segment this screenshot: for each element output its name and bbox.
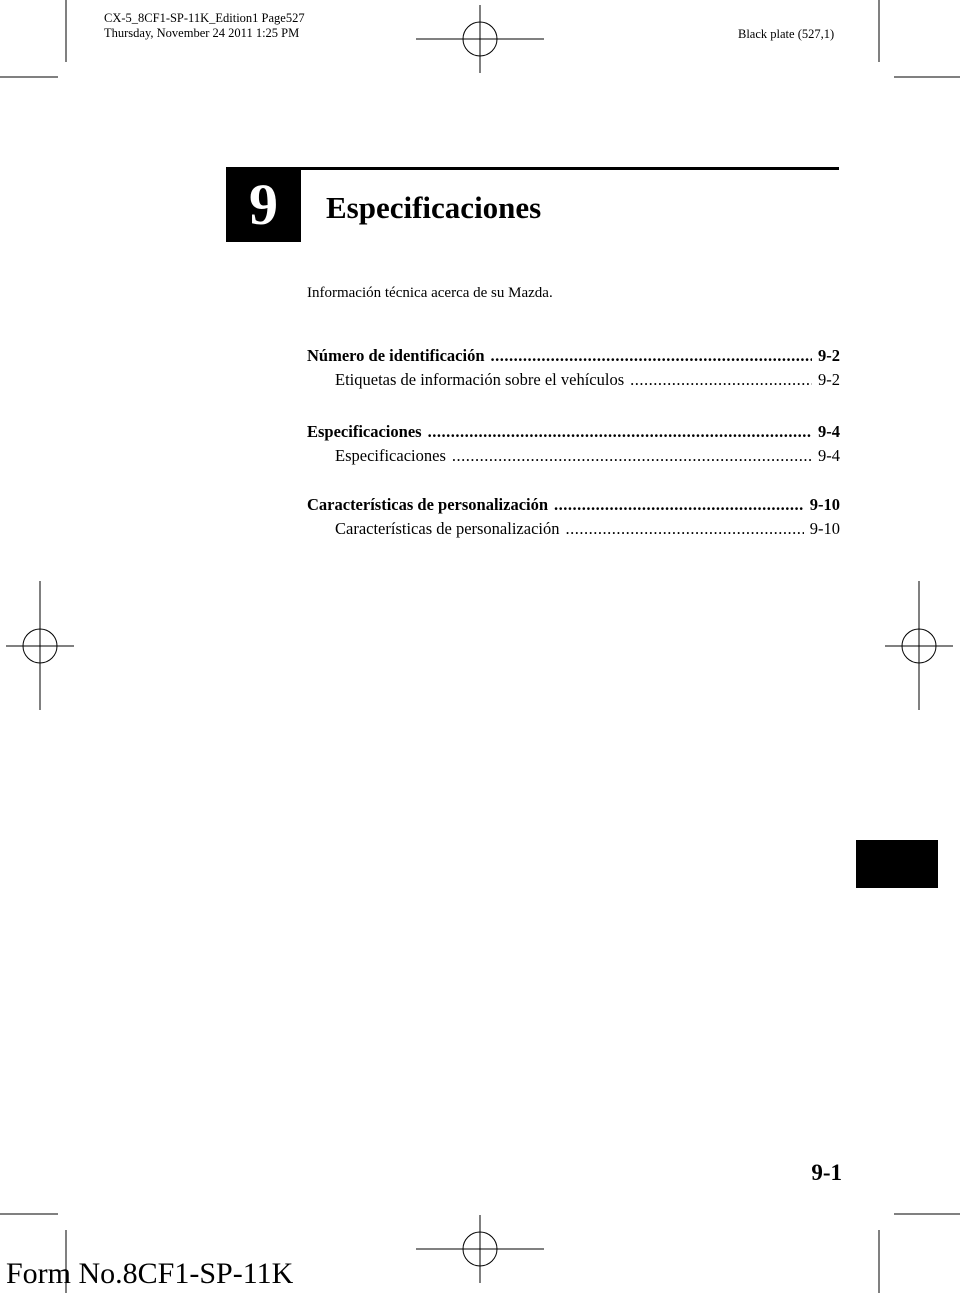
toc-entry-personalizacion[interactable]: [307, 494, 840, 516]
toc-subentry-page: 9-10: [809, 519, 840, 538]
chapter-thumb-tab: [856, 840, 938, 888]
chapter-number-box: 9: [226, 167, 301, 242]
toc-leader: [452, 445, 812, 467]
toc-subentry-page: 9-4: [818, 446, 840, 465]
plate-info: Black plate (527,1): [738, 27, 835, 41]
chapter-title: Especificaciones: [326, 190, 542, 225]
toc-leader: [565, 518, 803, 540]
registration-target-top: [416, 5, 544, 73]
toc-entry-label: Número de identificación: [307, 346, 485, 365]
registration-target-bottom: [416, 1215, 544, 1283]
toc-entry-label: Especificaciones: [307, 422, 422, 441]
toc-subentry-label: Características de personalización: [335, 519, 560, 538]
toc-subentry-personalizacion[interactable]: [335, 518, 840, 540]
toc-subentry-label: Etiquetas de información sobre el vehículos: [335, 370, 625, 389]
page-number: 9-1: [811, 1160, 842, 1185]
registration-target-left: [6, 581, 74, 710]
toc-subentry-especificaciones[interactable]: [335, 445, 840, 467]
chapter-rule: [301, 167, 839, 170]
toc-entry-page: 9-10: [809, 495, 840, 514]
toc-entry-label: Características de personalización: [307, 495, 549, 514]
toc-subentry-etiquetas[interactable]: [335, 369, 840, 391]
toc-leader: [554, 494, 804, 516]
file-info: CX-5_8CF1-SP-11K_Edition1 Page527: [104, 11, 305, 25]
toc-leader: [630, 369, 812, 391]
toc-leader: [428, 421, 812, 443]
toc-subentry-label: Especificaciones: [335, 446, 446, 465]
toc-entry-page: 9-2: [818, 346, 840, 365]
chapter-intro: Información técnica acerca de su Mazda.: [307, 285, 553, 301]
date-info: Thursday, November 24 2011 1:25 PM: [104, 26, 300, 40]
toc-entry-numero-identificacion[interactable]: [307, 345, 840, 367]
toc-leader: [491, 345, 812, 367]
toc-entry-especificaciones[interactable]: [307, 421, 840, 443]
toc-subentry-page: 9-2: [818, 370, 840, 389]
print-job-info: [104, 11, 305, 41]
form-number: Form No.8CF1-SP-11K: [6, 1257, 294, 1290]
registration-target-right: [885, 581, 953, 710]
toc-entry-page: 9-4: [818, 422, 840, 441]
